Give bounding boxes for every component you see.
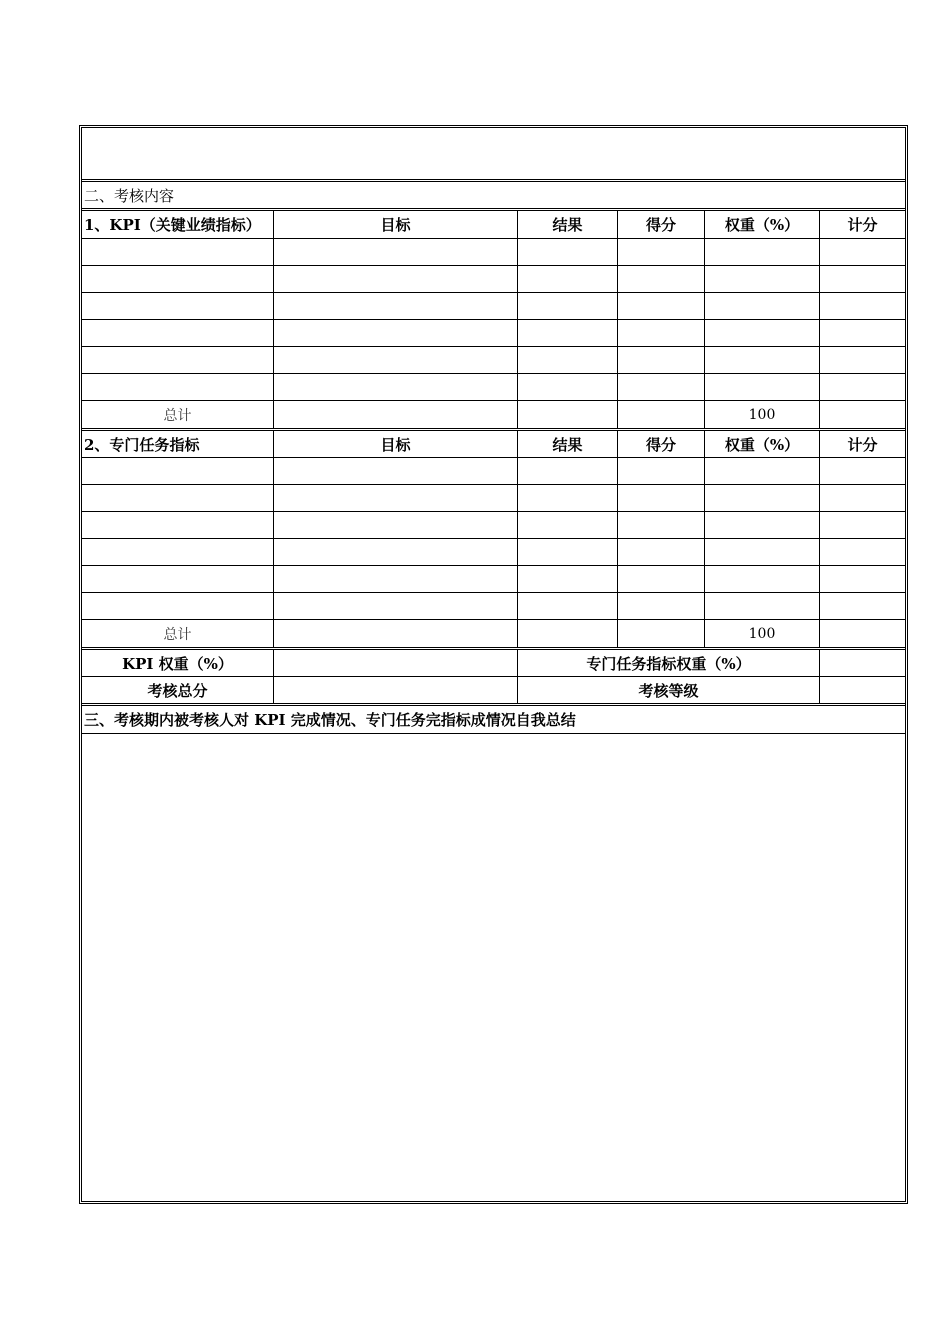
special-header-score: 得分 bbox=[618, 431, 705, 457]
score-summary-row bbox=[82, 677, 905, 706]
kpi-cell[interactable] bbox=[820, 293, 905, 319]
special-header-indicator: 2、专门任务指标 bbox=[82, 431, 274, 457]
kpi-cell[interactable] bbox=[518, 374, 618, 400]
special-cell[interactable] bbox=[82, 512, 274, 538]
kpi-cell[interactable] bbox=[820, 266, 905, 292]
kpi-header-indicator: 1、KPI（关键业绩指标） bbox=[82, 211, 274, 238]
kpi-cell[interactable] bbox=[705, 266, 820, 292]
special-header-points: 计分 bbox=[847, 435, 878, 454]
kpi-cell[interactable] bbox=[518, 239, 618, 265]
kpi-cell[interactable] bbox=[274, 266, 518, 292]
special-header-row bbox=[82, 431, 905, 458]
kpi-table-row bbox=[82, 266, 905, 293]
special-total-points[interactable] bbox=[820, 620, 905, 647]
special-cell[interactable] bbox=[820, 512, 905, 538]
grade-value[interactable] bbox=[820, 677, 905, 703]
special-total-result[interactable] bbox=[518, 620, 618, 647]
kpi-cell[interactable] bbox=[618, 347, 705, 373]
kpi-cell[interactable] bbox=[820, 320, 905, 346]
kpi-cell[interactable] bbox=[82, 347, 274, 373]
special-table-row bbox=[82, 458, 905, 485]
special-cell[interactable] bbox=[618, 485, 705, 511]
special-cell[interactable] bbox=[82, 539, 274, 565]
special-cell[interactable] bbox=[820, 458, 905, 484]
kpi-cell[interactable] bbox=[518, 266, 618, 292]
special-table-row bbox=[82, 566, 905, 593]
special-total-label: 总计 bbox=[82, 620, 274, 647]
special-cell[interactable] bbox=[274, 458, 518, 484]
kpi-total-result[interactable] bbox=[518, 401, 618, 428]
kpi-weight-label: KPI 权重（%） bbox=[82, 650, 274, 676]
special-weight-value[interactable] bbox=[820, 650, 905, 676]
kpi-cell[interactable] bbox=[618, 266, 705, 292]
kpi-cell[interactable] bbox=[518, 347, 618, 373]
special-header-weight: 权重（%） bbox=[705, 431, 820, 457]
special-cell[interactable] bbox=[518, 458, 618, 484]
special-cell[interactable] bbox=[705, 458, 820, 484]
special-cell[interactable] bbox=[820, 485, 905, 511]
weight-summary-row bbox=[82, 650, 905, 677]
special-cell[interactable] bbox=[618, 539, 705, 565]
special-cell[interactable] bbox=[820, 593, 905, 619]
section-3-row bbox=[82, 706, 905, 734]
kpi-total-target[interactable] bbox=[274, 401, 518, 428]
kpi-table-row bbox=[82, 293, 905, 320]
kpi-cell[interactable] bbox=[705, 347, 820, 373]
special-total-target[interactable] bbox=[274, 620, 518, 647]
kpi-cell[interactable] bbox=[618, 320, 705, 346]
kpi-cell[interactable] bbox=[705, 239, 820, 265]
special-header-target: 目标 bbox=[274, 431, 518, 457]
kpi-cell[interactable] bbox=[705, 293, 820, 319]
special-cell[interactable] bbox=[618, 593, 705, 619]
special-cell[interactable] bbox=[274, 539, 518, 565]
kpi-total-score[interactable] bbox=[618, 401, 705, 428]
kpi-cell[interactable] bbox=[274, 293, 518, 319]
special-total-score[interactable] bbox=[618, 620, 705, 647]
special-cell[interactable] bbox=[274, 512, 518, 538]
kpi-table-row bbox=[82, 239, 905, 266]
special-cell[interactable] bbox=[518, 593, 618, 619]
kpi-total-label: 总计 bbox=[82, 401, 274, 428]
special-cell[interactable] bbox=[820, 539, 905, 565]
kpi-cell[interactable] bbox=[705, 320, 820, 346]
kpi-weight-value[interactable] bbox=[274, 650, 518, 676]
kpi-header-target: 目标 bbox=[274, 211, 518, 238]
special-cell[interactable] bbox=[820, 566, 905, 592]
special-cell[interactable] bbox=[82, 593, 274, 619]
appraisal-form bbox=[79, 125, 908, 1204]
special-table-row bbox=[82, 593, 905, 620]
kpi-header-score: 得分 bbox=[618, 211, 705, 238]
grade-label: 考核等级 bbox=[518, 677, 820, 703]
kpi-header-weight: 权重（%） bbox=[705, 211, 820, 238]
special-cell[interactable] bbox=[518, 512, 618, 538]
kpi-table-row bbox=[82, 347, 905, 374]
special-weight-label: 专门任务指标权重（%） bbox=[518, 650, 820, 676]
kpi-total-weight: 100 bbox=[705, 401, 820, 428]
kpi-cell[interactable] bbox=[820, 374, 905, 400]
special-cell[interactable] bbox=[518, 539, 618, 565]
special-total-weight: 100 bbox=[705, 620, 820, 647]
total-score-label: 考核总分 bbox=[82, 677, 274, 703]
special-cell[interactable] bbox=[705, 566, 820, 592]
self-summary-area[interactable] bbox=[82, 734, 905, 1201]
kpi-cell[interactable] bbox=[82, 320, 274, 346]
special-cell[interactable] bbox=[705, 512, 820, 538]
kpi-cell[interactable] bbox=[274, 347, 518, 373]
kpi-header-points: 计分 bbox=[847, 216, 878, 234]
kpi-header-row bbox=[82, 211, 905, 239]
kpi-cell[interactable] bbox=[518, 320, 618, 346]
special-table-row bbox=[82, 485, 905, 512]
kpi-cell[interactable] bbox=[518, 293, 618, 319]
special-cell[interactable] bbox=[618, 566, 705, 592]
special-cell[interactable] bbox=[274, 566, 518, 592]
special-cell[interactable] bbox=[705, 539, 820, 565]
special-cell[interactable] bbox=[82, 566, 274, 592]
kpi-cell[interactable] bbox=[618, 293, 705, 319]
kpi-cell[interactable] bbox=[274, 320, 518, 346]
special-cell[interactable] bbox=[274, 485, 518, 511]
kpi-table-row bbox=[82, 374, 905, 401]
special-cell[interactable] bbox=[705, 593, 820, 619]
kpi-cell[interactable] bbox=[82, 293, 274, 319]
special-table-row bbox=[82, 539, 905, 566]
special-table-row bbox=[82, 512, 905, 539]
special-cell[interactable] bbox=[618, 512, 705, 538]
special-header-result: 结果 bbox=[518, 431, 618, 457]
kpi-cell[interactable] bbox=[820, 239, 905, 265]
special-cell[interactable] bbox=[82, 458, 274, 484]
kpi-cell[interactable] bbox=[705, 374, 820, 400]
special-total-row bbox=[82, 620, 905, 650]
kpi-cell[interactable] bbox=[82, 374, 274, 400]
kpi-cell[interactable] bbox=[820, 347, 905, 373]
special-cell[interactable] bbox=[82, 485, 274, 511]
kpi-table-row bbox=[82, 320, 905, 347]
special-cell[interactable] bbox=[618, 458, 705, 484]
kpi-cell[interactable] bbox=[618, 239, 705, 265]
kpi-cell[interactable] bbox=[274, 239, 518, 265]
kpi-header-result: 结果 bbox=[518, 211, 618, 238]
blank-header-row bbox=[82, 128, 905, 182]
special-cell[interactable] bbox=[705, 485, 820, 511]
total-score-value[interactable] bbox=[274, 677, 518, 703]
section-3-title: 三、考核期内被考核人对 KPI 完成情况、专门任务完指标成情况自我总结 bbox=[84, 711, 576, 729]
special-cell[interactable] bbox=[518, 485, 618, 511]
kpi-cell[interactable] bbox=[618, 374, 705, 400]
kpi-total-row bbox=[82, 401, 905, 431]
kpi-cell[interactable] bbox=[274, 374, 518, 400]
section-2-row bbox=[82, 182, 905, 211]
special-cell[interactable] bbox=[518, 566, 618, 592]
special-cell[interactable] bbox=[274, 593, 518, 619]
kpi-cell[interactable] bbox=[82, 239, 274, 265]
kpi-total-points[interactable] bbox=[820, 401, 905, 428]
section-2-title: 二、考核内容 bbox=[84, 186, 175, 205]
kpi-cell[interactable] bbox=[82, 266, 274, 292]
